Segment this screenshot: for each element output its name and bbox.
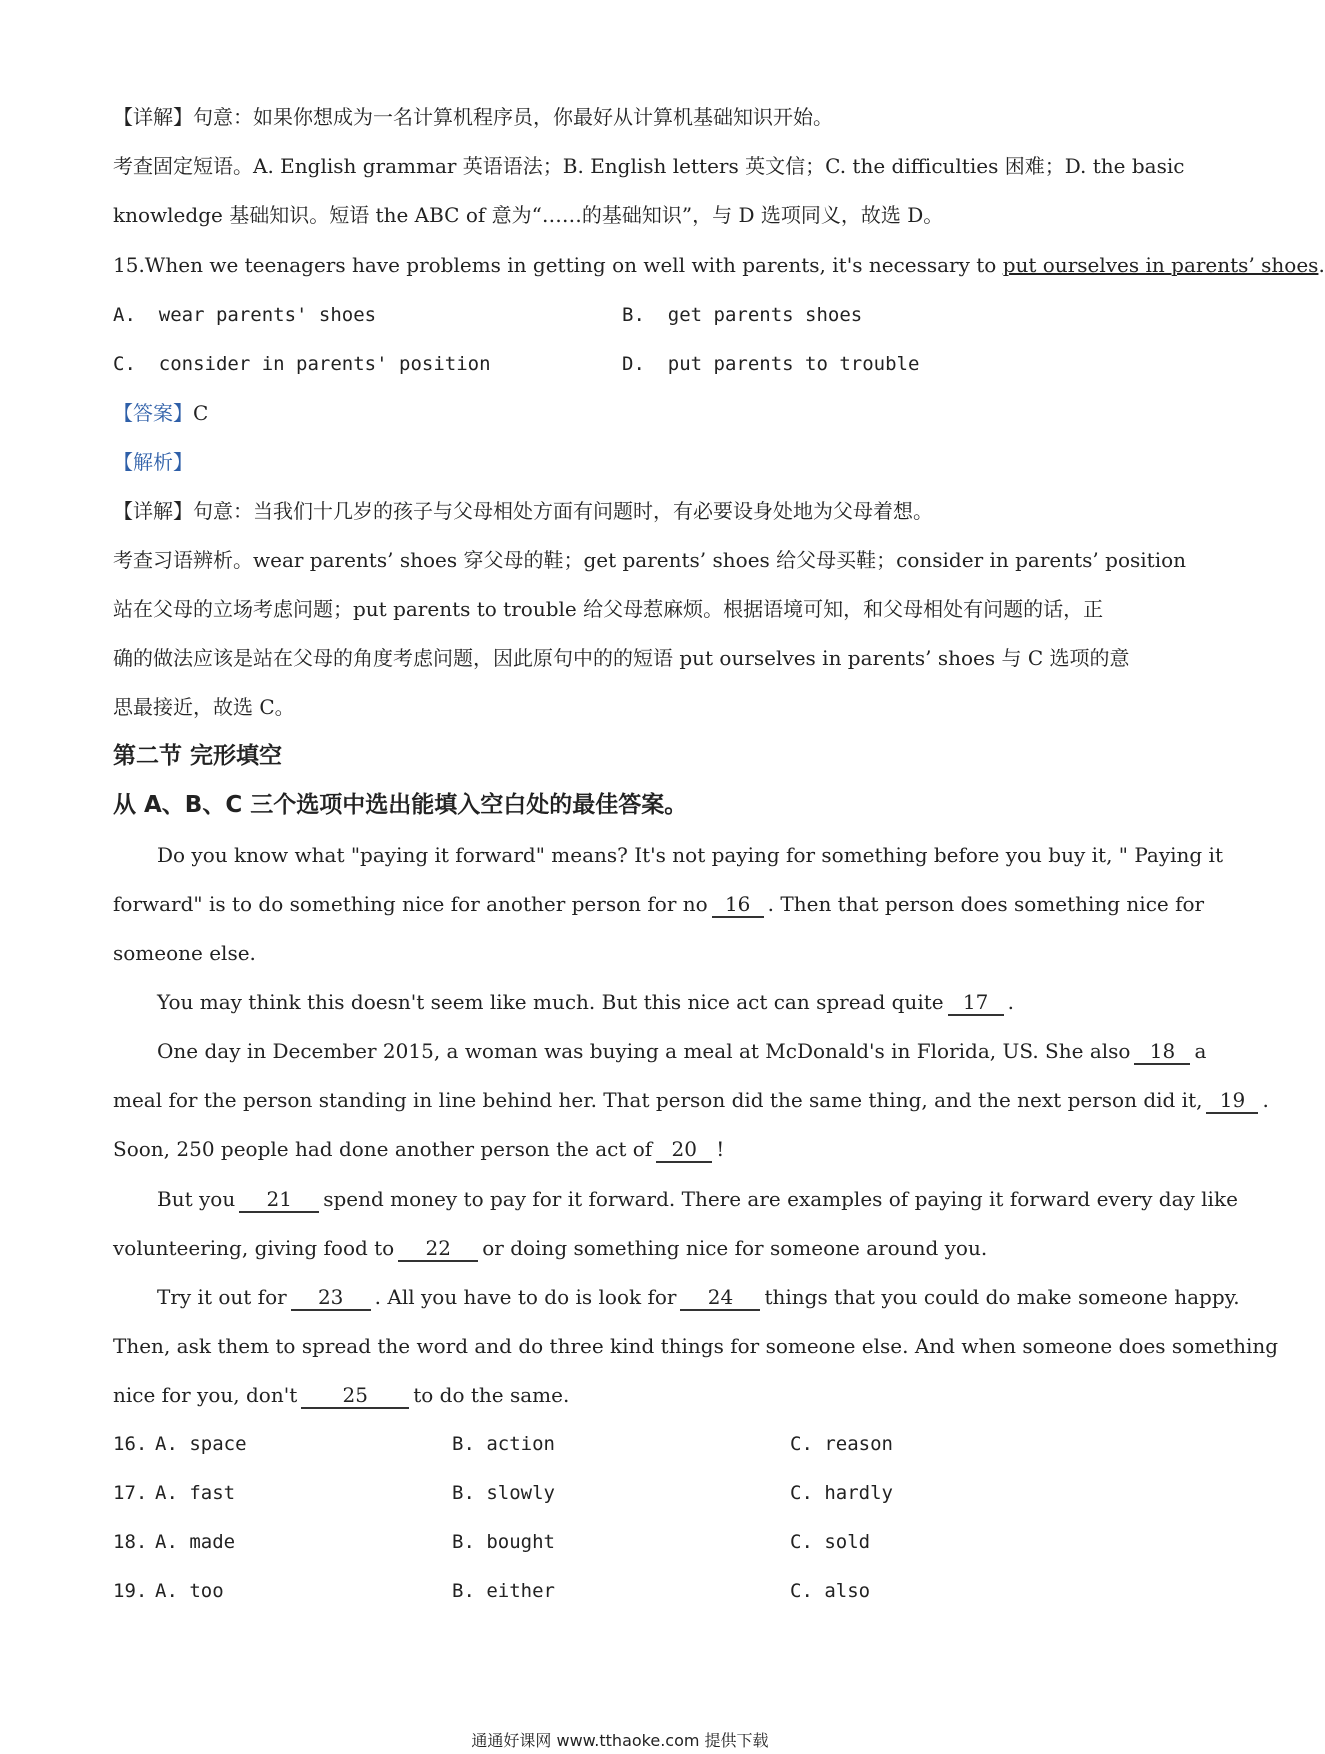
choice-16-b: B. action xyxy=(452,1433,555,1455)
choice-17-c: C. hardly xyxy=(790,1482,893,1504)
passage-text: a xyxy=(1194,1039,1207,1063)
analysis-label: 【解析】 xyxy=(113,450,193,474)
q15-option-b-letter: B. xyxy=(622,304,645,326)
passage-text: But you xyxy=(157,1187,236,1211)
choice-17-a: A. fast xyxy=(155,1482,236,1504)
choice-18-number: 18. xyxy=(113,1531,148,1553)
passage-text: . xyxy=(1262,1088,1269,1112)
q15-option-d-letter: D. xyxy=(622,353,645,375)
passage-text: . All you have to do is look for xyxy=(374,1285,677,1309)
blank-21: 21 xyxy=(239,1187,319,1213)
blank-20: 20 xyxy=(656,1137,712,1163)
q14-detail-line-3: knowledge 基础知识。短语 the ABC of 意为“……的基础知识”，与 D 选项同义，故选 D。 xyxy=(113,203,944,227)
passage-p1-line-3: someone else. xyxy=(113,941,256,965)
passage-text: ! xyxy=(716,1137,725,1161)
q15-option-d-text: put parents to trouble xyxy=(667,353,920,375)
passage-p3-line-3 xyxy=(113,1134,724,1164)
q15-stem-after: . xyxy=(1318,253,1325,277)
choice-18-b: B. bought xyxy=(452,1531,555,1553)
blank-23: 23 xyxy=(291,1285,371,1311)
q15-option-b xyxy=(622,300,862,330)
choice-19-number: 19. xyxy=(113,1580,148,1602)
q15-stem-before: 15.When we teenagers have problems in getting on well with parents, it's necessary to xyxy=(113,253,1003,277)
q15-detail-line-5: 思最接近，故选 C。 xyxy=(113,695,295,719)
passage-p3-line-2 xyxy=(113,1085,1269,1115)
blank-25: 25 xyxy=(301,1383,409,1409)
choice-16-c: C. reason xyxy=(790,1433,893,1455)
passage-text: meal for the person standing in line behind her. That person did the same thing, and the next person did it, xyxy=(113,1088,1203,1112)
passage-text: You may think this doesn't seem like much. But this nice act can spread quite xyxy=(157,990,944,1014)
passage-p2 xyxy=(157,987,1014,1017)
q15-answer xyxy=(113,398,208,428)
passage-p1-line-1: Do you know what "paying it forward" means? It's not paying for something before you buy it, " Paying it xyxy=(157,843,1223,867)
passage-text: forward" is to do something nice for another person for no xyxy=(113,892,708,916)
q15-option-c xyxy=(113,349,491,379)
q15-option-a-letter: A. xyxy=(113,304,136,326)
footer-source: 通通好课网 www.tthaoke.com 提供下载 xyxy=(471,1731,769,1750)
blank-22: 22 xyxy=(398,1236,478,1262)
choice-19-a: A. too xyxy=(155,1580,224,1602)
choice-19-b: B. either xyxy=(452,1580,555,1602)
q14-detail-line-1: 【详解】句意：如果你想成为一名计算机程序员，你最好从计算机基础知识开始。 xyxy=(113,105,833,129)
q15-detail-line-3: 站在父母的立场考虑问题；put parents to trouble 给父母惹麻烦。根据语境可知，和父母相处有问题的话，正 xyxy=(113,597,1104,621)
passage-text: . xyxy=(1007,990,1014,1014)
blank-16: 16 xyxy=(712,892,764,918)
choice-18-c: C. sold xyxy=(790,1531,871,1553)
answer-label: 【答案】 xyxy=(113,401,193,425)
passage-text: things that you could do make someone happy. xyxy=(764,1285,1240,1309)
choice-19-c: C. also xyxy=(790,1580,871,1602)
passage-text: volunteering, giving food to xyxy=(113,1236,395,1260)
q15-stem-underlined: put ourselves in parents’ shoes xyxy=(1002,253,1319,277)
q15-detail-line-1: 【详解】句意：当我们十几岁的孩子与父母相处方面有问题时，有必要设身处地为父母着想。 xyxy=(113,499,933,523)
passage-text: nice for you, don't xyxy=(113,1383,298,1407)
blank-24: 24 xyxy=(680,1285,760,1311)
passage-p1-line-2 xyxy=(113,889,1204,919)
q15-option-b-text: get parents shoes xyxy=(667,304,863,326)
passage-p4-line-1 xyxy=(157,1184,1238,1214)
choice-16-number: 16. xyxy=(113,1433,148,1455)
q15-detail-line-4: 确的做法应该是站在父母的角度考虑问题，因此原句中的的短语 put ourselves in parents’ shoes 与 C 选项的意 xyxy=(113,646,1130,670)
passage-text: Try it out for xyxy=(157,1285,287,1309)
q15-detail-line-2: 考查习语辨析。wear parents’ shoes 穿父母的鞋；get parents’ shoes 给父母买鞋；consider in parents’ position xyxy=(113,548,1187,572)
passage-p4-line-2 xyxy=(113,1233,987,1263)
blank-18: 18 xyxy=(1134,1039,1190,1065)
blank-17: 17 xyxy=(948,990,1004,1016)
q15-option-a-text: wear parents' shoes xyxy=(158,304,377,326)
passage-text: spend money to pay for it forward. There are examples of paying it forward every day like xyxy=(323,1187,1238,1211)
q15-stem xyxy=(113,250,1325,280)
passage-text: to do the same. xyxy=(413,1383,570,1407)
section-heading: 第二节 完形填空 xyxy=(113,743,283,769)
passage-text: . Then that person does something nice for xyxy=(767,892,1205,916)
section-instruction: 从 A、B、C 三个选项中选出能填入空白处的最佳答案。 xyxy=(113,792,688,818)
choice-16-a: A. space xyxy=(155,1433,247,1455)
answer-value: C xyxy=(193,401,209,425)
q15-option-a xyxy=(113,300,376,330)
q14-detail-line-2: 考查固定短语。A. English grammar 英语语法；B. English letters 英文信；C. the difficulties 困难；D. the basic xyxy=(113,154,1185,178)
q15-option-c-letter: C. xyxy=(113,353,136,375)
passage-text: One day in December 2015, a woman was buying a meal at McDonald's in Florida, US. She also xyxy=(157,1039,1131,1063)
passage-text: or doing something nice for someone around you. xyxy=(482,1236,988,1260)
passage-p5-line-1 xyxy=(157,1282,1240,1312)
choice-17-number: 17. xyxy=(113,1482,148,1504)
choice-17-b: B. slowly xyxy=(452,1482,555,1504)
choice-18-a: A. made xyxy=(155,1531,236,1553)
passage-p5-line-2: Then, ask them to spread the word and do three kind things for someone else. And when someone does something xyxy=(113,1334,1279,1358)
passage-p3-line-1 xyxy=(157,1036,1206,1066)
passage-p5-line-3 xyxy=(113,1380,569,1410)
q15-option-d xyxy=(622,349,919,379)
q15-option-c-text: consider in parents' position xyxy=(158,353,491,375)
passage-text: Soon, 250 people had done another person the act of xyxy=(113,1137,653,1161)
blank-19: 19 xyxy=(1206,1088,1258,1114)
